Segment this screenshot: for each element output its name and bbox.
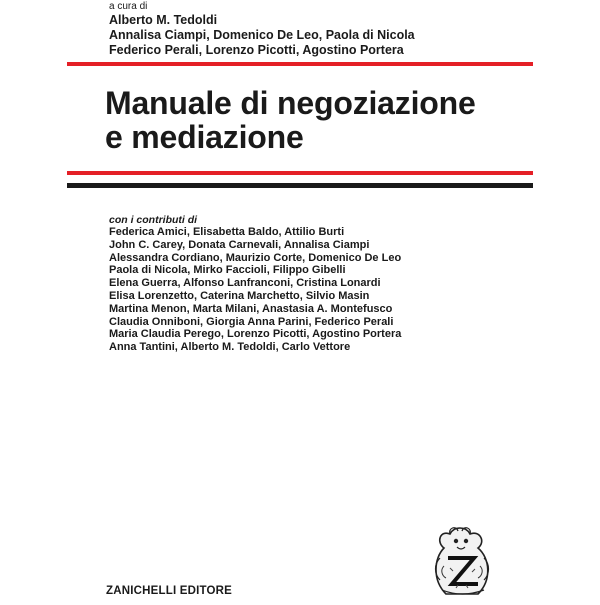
contributor-line: Claudia Onniboni, Giorgia Anna Parini, Federico Perali	[109, 315, 394, 328]
coeditors-line: Federico Perali, Lorenzo Picotti, Agostino Portera	[109, 43, 404, 57]
curatela-label: a cura di	[109, 1, 148, 12]
editors-block	[109, 0, 415, 58]
contributor-line: Martina Menon, Marta Milani, Anastasia A. Montefusco	[109, 302, 393, 315]
zanichelli-seal-icon	[426, 524, 500, 600]
middle-black-rule	[67, 183, 533, 188]
contributor-line: John C. Carey, Donata Carnevali, Annalisa Ciampi	[109, 238, 370, 251]
contributors-label: con i contributi di	[109, 214, 198, 226]
title-line: Manuale di negoziazione	[105, 85, 476, 121]
coeditors-list	[109, 28, 415, 58]
contributor-line: Maria Claudia Perego, Lorenzo Picotti, Agostino Portera	[109, 328, 402, 341]
main-editor: Alberto M. Tedoldi	[109, 13, 218, 27]
contributor-line: Anna Tantini, Alberto M. Tedoldi, Carlo Vettore	[109, 341, 351, 354]
contributor-line: Federica Amici, Elisabetta Baldo, Attilio Burti	[109, 226, 345, 238]
top-red-rule	[67, 62, 533, 66]
title-line: e mediazione	[105, 119, 304, 155]
contributor-line: Elena Guerra, Alfonso Lanfranconi, Cristina Lonardi	[109, 277, 381, 290]
contributor-line: Elisa Lorenzetto, Caterina Marchetto, Silvio Masin	[109, 289, 370, 302]
contributor-line: Alessandra Cordiano, Maurizio Corte, Domenico De Leo	[109, 251, 402, 264]
contributors-block	[109, 214, 401, 354]
publisher-name: ZANICHELLI EDITORE	[106, 585, 233, 597]
book-title	[105, 86, 476, 154]
contributor-line: Paola di Nicola, Mirko Faccioli, Filippo Gibelli	[109, 264, 346, 277]
middle-red-rule	[67, 171, 533, 175]
contributors-list	[109, 226, 401, 354]
coeditors-line: Annalisa Ciampi, Domenico De Leo, Paola di Nicola	[109, 28, 415, 42]
